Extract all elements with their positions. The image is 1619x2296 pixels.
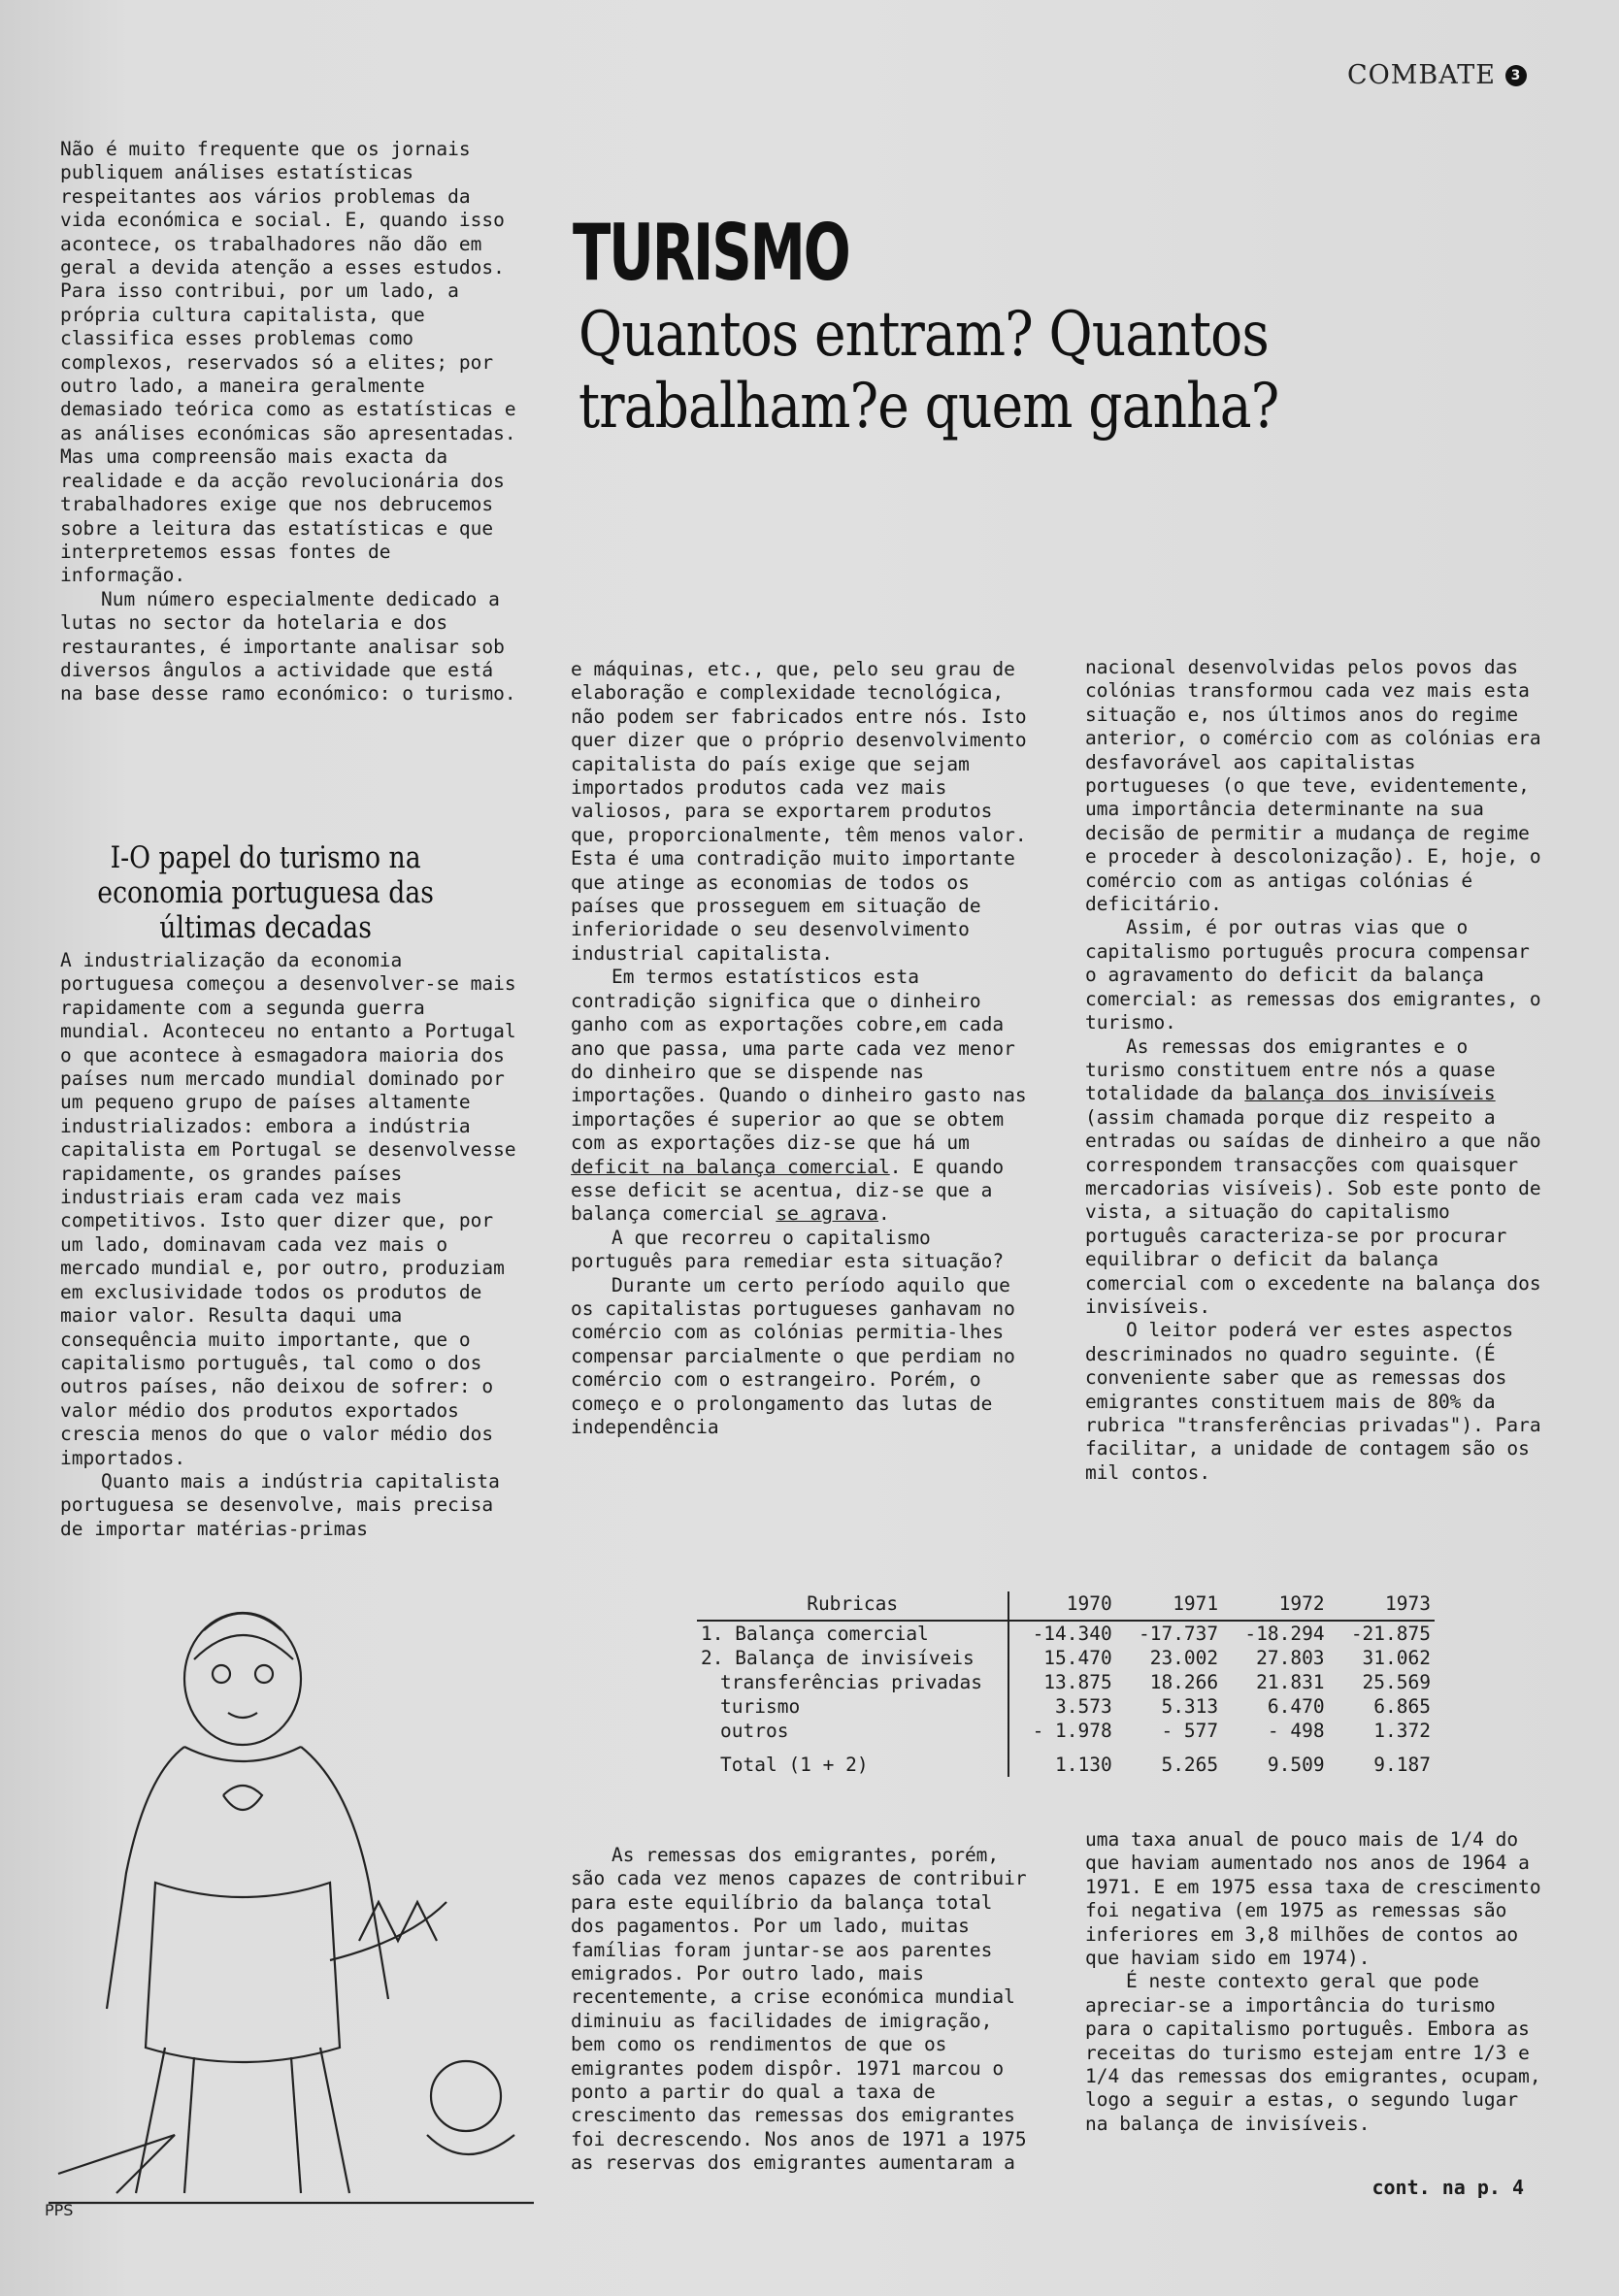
continued-note: cont. na p. 4 — [1371, 2176, 1524, 2199]
table-row-total: Total (1 + 2) 1.130 5.265 9.509 9.187 — [697, 1743, 1435, 1777]
table-header-rubricas: Rubricas — [697, 1591, 1008, 1621]
body-paragraph-deficit: Em termos estatísticos esta contradição significa que o dinheiro ganho com as exportações cobre,em cada ano que passa, uma parte cada vez menor do dinheiro que se dispende nas importações. Quando o dinheiro gasto nas importações é superior ao que se obtem com as exportações diz-se que há um deficit na balança comercial. E quando esse deficit se acentua, diz-se que a balança comercial se agrava. — [571, 966, 1027, 1226]
body-paragraph: uma taxa anual de pouco mais de 1/4 do que haviam aumentado nos anos de 1964 a 1971. E em 1975 essa taxa de crescimento foi negativa (em 1975 as remessas são inferiores em 3,8 milhões de contos ao que haviam sido em 1974). — [1085, 1828, 1541, 1970]
table-row: 2. Balança de invisíveis 15.470 23.002 27.803 31.062 — [697, 1646, 1435, 1670]
column-3-lower — [1085, 1828, 1541, 2136]
table-header-year: 1970 — [1008, 1591, 1115, 1621]
body-paragraph: Quanto mais a indústria capitalista portuguesa se desenvolve, mais precisa de importar matérias-primas — [60, 1469, 500, 1540]
section-kicker: TURISMO — [573, 208, 849, 298]
dollar-emblem — [223, 1786, 262, 1810]
article-headline: Quantos entram? Quantos trabalham?e quem ganha? — [578, 299, 1279, 443]
figure-hat-brim — [194, 1635, 293, 1659]
body-question: A que recorreu o capitalismo português para remediar esta situação? — [571, 1226, 1005, 1273]
table-header-year: 1972 — [1222, 1591, 1328, 1621]
body-paragraph: As remessas dos emigrantes, porém, são cada vez menos capazes de contribuir para este equilíbrio da balança total dos pagamentos. Por um lado, muitas famílias foram juntar-se aos parentes emigrados. Por outro lado, mais recentemente, a crise económica mundial diminuiu as facilidades de imigração, bem como os rendimentos de que os emigrantes podem dispôr. 1971 marcou o ponto a partir do qual a taxa de crescimento das remessas dos emigrantes foi decrescendo. Nos anos de 1971 a 1975 as reservas dos emigrantes aumentaram a — [571, 1844, 1027, 2175]
column-1-body — [60, 949, 526, 1541]
body-paragraph: Assim, é por outras vias que o capitalismo português procura compensar o agravamento do deficit da balança comercial: as remessas dos emigrantes, o turismo. — [1085, 916, 1541, 1034]
body-paragraph: É neste contexto geral que pode apreciar-se a importância do turismo para o capitalismo português. Embora as receitas do turismo estejam entre 1/3 e 1/4 das remessas dos emigrantes, ocupam, logo a seguir a estas, o segundo lugar na balança de invisíveis. — [1085, 1970, 1541, 2135]
body-paragraph: Durante um certo período aquilo que os capitalistas portugueses ganhavam no comércio com as colónias permitia-lhes compensar parcialmente o que perdiam no comércio com o estrangeiro. Porém, o começo e o prolongamento das lutas de independência — [571, 1273, 1015, 1438]
body-paragraph-invisiveis: As remessas dos emigrantes e o turismo constituem entre nós a quase totalidade da balança dos invisíveis (assim chamada porque diz respeito a entradas ou saídas de dinheiro a que não correspondem transacções com quaisquer mercadorias visíveis). Sob este ponto de vista, a situação do capitalismo português caracteriza-se por procurar equilibrar o deficit da balança comercial com o excedente na balança dos invisíveis. — [1085, 1034, 1541, 1318]
table-row: turismo 3.573 5.313 6.470 6.865 — [697, 1694, 1435, 1719]
table-header-row — [697, 1591, 1435, 1621]
table-row: transferências privadas 13.875 18.266 21.831 25.569 — [697, 1670, 1435, 1694]
intro-paragraph-2: Num número especialmente dedicado a lutas no sector da hotelaria e dos restaurantes, é importante analisar sob diversos ângulos a actividade que está na base desse ramo económico: o turismo. — [60, 587, 516, 705]
table-row: 1. Balança comercial -14.340 -17.737 -18.294 -21.875 — [697, 1621, 1435, 1646]
section-title: I-O papel do turismo na economia portuguesa das últimas decadas — [97, 840, 434, 945]
capitalist-caricature-illustration — [39, 1591, 544, 2222]
underlined-term: balança dos invisíveis — [1244, 1082, 1496, 1105]
figure-arm — [330, 1902, 446, 1960]
column-2-body — [571, 658, 1035, 1439]
body-paragraph: nacional desenvolvidas pelos povos das colónias transformou cada vez mais esta situação e, nos últimos anos do regime anterior, o comércio com as colónias era desfavorável aos capitalistas portugueses (o que teve, evidentemente, uma importância determinante na sua decisão de permitir a mudança de regime e proceder à descolonização). E, hoje, o comércio com as antigas colónias é deficitário. — [1085, 656, 1541, 916]
body-paragraph: O leitor poderá ver estes aspectos descriminados no quadro seguinte. (É conveniente saber que as remessas dos emigrantes constituem mais de 80% da rubrica "transferências privadas"). Para facilitar, a unidade de contagem são os mil contos. — [1085, 1319, 1541, 1484]
figure-hair — [204, 1614, 281, 1631]
body-paragraph: e máquinas, etc., que, pelo seu grau de elaboração e complexidade tecnológica, não podem ser fabricados entre nós. Isto quer dizer que o próprio desenvolvimento capitalista do país exige que sejam importados produtos cada vez mais valiosos, para se exportarem produtos que, proporcionalmente, têm menos valor. Esta é uma contradição muito importante que atinge as economias de todos os países que prosseguem em situação de inferioridade o seu desenvolvimento industrial capitalista. — [571, 658, 1027, 965]
balance-table — [697, 1591, 1435, 1777]
newspaper-title: COMBATE — [1346, 60, 1496, 90]
figure-torso — [146, 1883, 340, 2062]
column-2-lower — [571, 1844, 1027, 2176]
table-row: outros - 1.978 - 577 - 498 1.372 — [697, 1719, 1435, 1743]
lion-head — [431, 2061, 501, 2131]
body-paragraph: A industrialização da economia portuguesa começou a desenvolver-se mais rapidamente com a segunda guerra mundial. Aconteceu no entanto a Portugal o que acontece à esmagadora maioria dos países num mercado mundial dominado por um pequeno grupo de países altamente industrializados: embora a indústria capitalista em Portugal se desenvolvesse rapidamente, os grandes países industriais eram cada vez mais competitivos. Isto quer dizer que, por um lado, dominavam cada vez mais o mercado mundial e, por outro, produziam em exclusividade todos os produtos de maior valor. Resulta daqui uma consequência muito importante, que o capitalismo português, tal como o dos outros países, não deixou de sofrer: o valor médio dos produtos exportados crescia menos do que o valor médio dos importados. — [60, 949, 516, 1469]
table-header-year: 1971 — [1116, 1591, 1222, 1621]
intro-column — [60, 138, 526, 706]
underlined-term: deficit na balança comercial — [571, 1155, 890, 1178]
underlined-term: se agrava — [776, 1202, 878, 1226]
balance-table-grid — [697, 1591, 1435, 1777]
figure-head — [184, 1613, 301, 1745]
intro-paragraph-1: Não é muito frequente que os jornais publiquem análises estatísticas respeitantes aos vários problemas da vida económica e social. E, quando isso acontece, os trabalhadores não dão em geral a devida atenção a esses estudos. Para isso contribui, por um lado, a própria cultura capitalista, que classifica esses problemas como complexos, reservados só a elites; por outro lado, a maneira geralmente demasiado teórica como as estatísticas e as análises económicas são apresentadas. Mas uma compreensão mais exacta da realidade e da acção revolucionária dos trabalhadores exige que nos debrucemos sobre a leitura das estatísticas e que interpretemos essas fontes de informação. — [60, 138, 516, 587]
page-number: 3 — [1505, 65, 1527, 86]
page-header — [1347, 60, 1527, 90]
table-header-year: 1973 — [1329, 1591, 1435, 1621]
artist-signature: PPS — [45, 2201, 74, 2219]
column-3-body — [1085, 656, 1541, 1485]
